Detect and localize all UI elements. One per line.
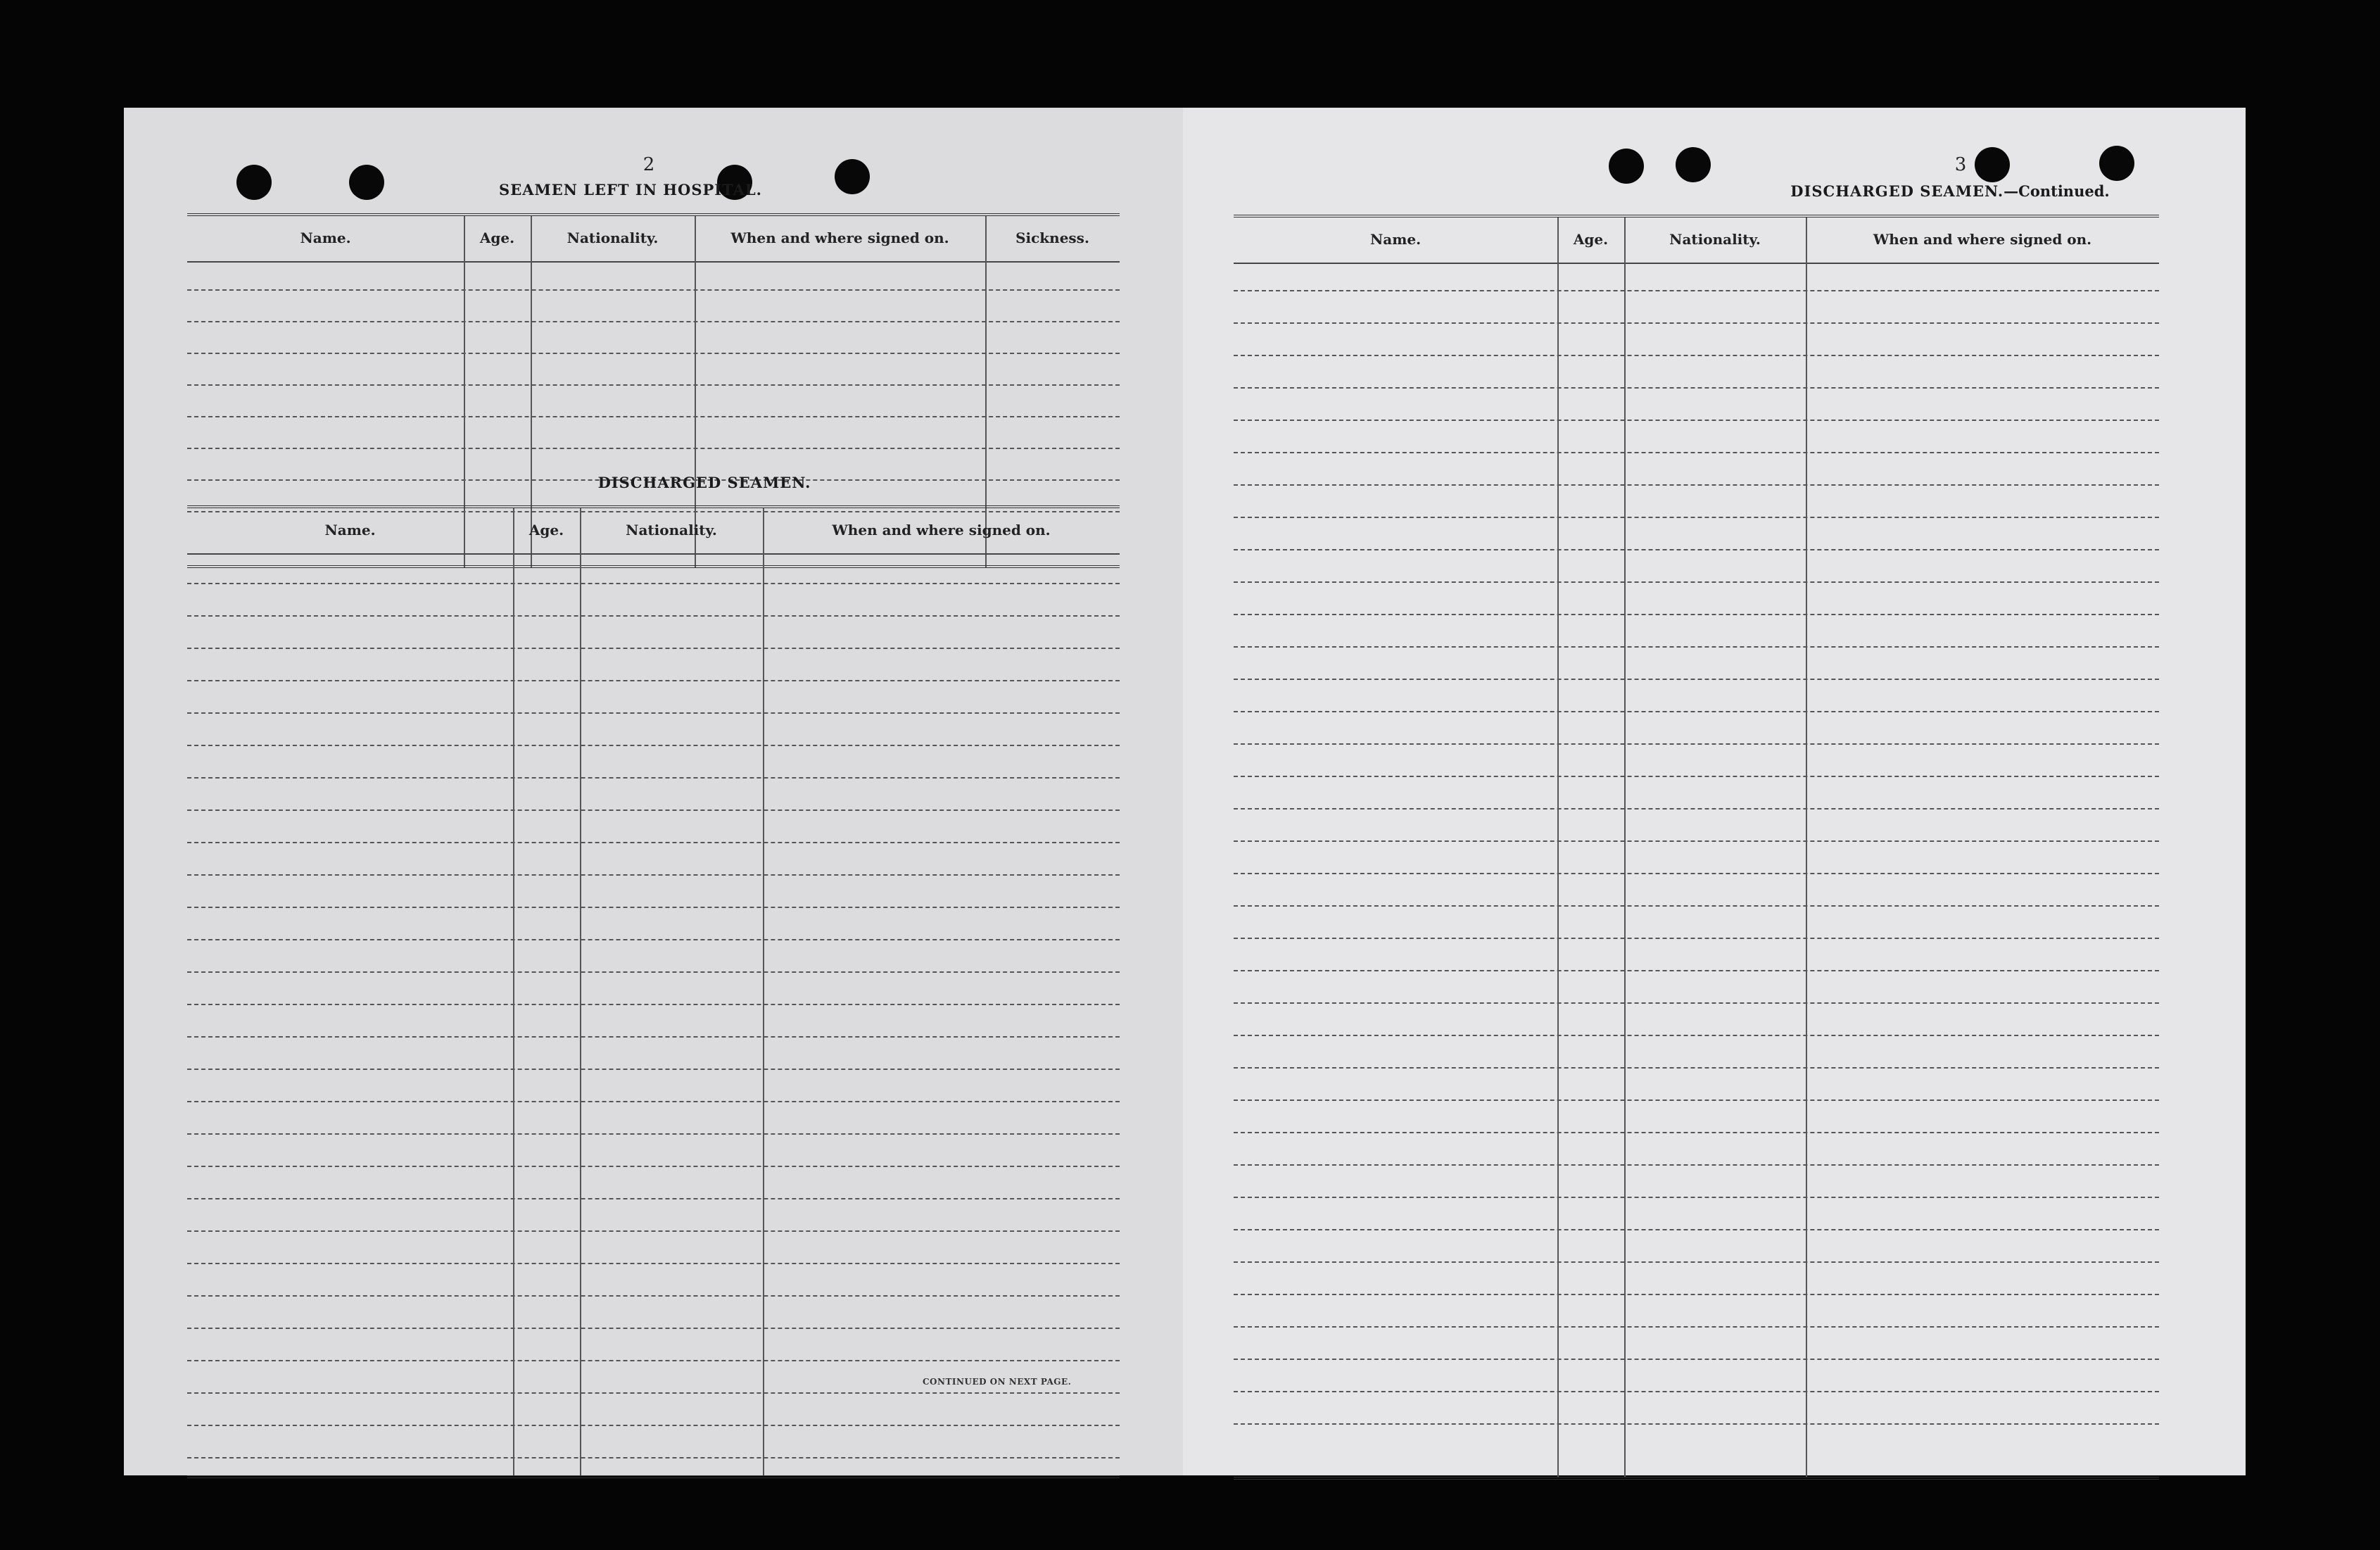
page-number: 2 — [643, 154, 655, 175]
discharged-table — [187, 505, 1120, 1480]
table-row — [1234, 1197, 2159, 1198]
left-page — [124, 108, 1183, 1475]
continued-label: —Continued. — [2004, 182, 2110, 200]
table-bottom-rule — [187, 1475, 1120, 1478]
table-row — [1234, 646, 2159, 648]
table-row — [1234, 679, 2159, 680]
column-header-signed-on: When and where signed on. — [1873, 231, 2092, 248]
table-row — [1234, 1002, 2159, 1004]
column-header-signed-on: When and where signed on. — [832, 522, 1051, 538]
table-row — [1234, 614, 2159, 615]
header-rule — [187, 553, 1120, 555]
table-row — [1234, 290, 2159, 291]
table-row — [187, 1004, 1120, 1005]
column-divider — [1624, 218, 1626, 1477]
table-row — [1234, 1067, 2159, 1069]
table-row — [187, 907, 1120, 908]
table-row — [1234, 1423, 2159, 1425]
discharged-section-title: DISCHARGED SEAMEN. — [597, 474, 811, 491]
column-header-nationality: Nationality. — [626, 522, 717, 538]
table-row — [1234, 1294, 2159, 1295]
table-row — [187, 384, 1120, 386]
table-row — [187, 353, 1120, 354]
discharged-continued-title: DISCHARGED SEAMEN.—Continued. — [1790, 182, 2110, 200]
table-row — [187, 939, 1120, 940]
document-sheet — [124, 108, 2246, 1475]
table-row — [187, 745, 1120, 746]
table-row — [187, 648, 1120, 649]
punch-hole — [2099, 146, 2134, 181]
table-row — [1234, 1229, 2159, 1230]
table-row — [187, 289, 1120, 291]
table-row — [1234, 905, 2159, 907]
column-divider — [1557, 218, 1559, 1477]
table-row — [187, 1263, 1120, 1264]
column-header-signed-on: When and where signed on. — [730, 229, 949, 246]
column-header-age: Age. — [528, 522, 564, 538]
table-row — [187, 1425, 1120, 1426]
punch-hole — [1609, 149, 1644, 184]
header-rule — [187, 261, 1120, 263]
column-header-age: Age. — [1573, 231, 1609, 248]
column-divider — [1806, 218, 1807, 1477]
table-row — [187, 874, 1120, 876]
table-row — [1234, 711, 2159, 712]
table-row — [1234, 420, 2159, 421]
table-row — [1234, 452, 2159, 453]
column-divider — [513, 508, 514, 1476]
table-row — [1234, 387, 2159, 389]
punch-hole — [236, 165, 272, 200]
table-row — [1234, 1391, 2159, 1392]
column-divider — [763, 508, 764, 1476]
table-row — [187, 1101, 1120, 1102]
table-row — [1234, 743, 2159, 745]
table-row — [1234, 1326, 2159, 1328]
table-row — [187, 1133, 1120, 1135]
punch-hole — [1676, 147, 1711, 182]
table-row — [187, 1036, 1120, 1038]
table-row — [1234, 840, 2159, 842]
table-row — [1234, 581, 2159, 583]
table-row — [1234, 517, 2159, 518]
column-header-name: Name. — [300, 229, 351, 246]
table-row — [187, 842, 1120, 843]
column-header-age: Age. — [479, 229, 515, 246]
table-row — [187, 416, 1120, 417]
table-bottom-rule — [1234, 1477, 2159, 1480]
punch-hole — [349, 165, 384, 200]
table-row — [1234, 1035, 2159, 1036]
discharged-continued-table — [1234, 215, 2159, 1481]
column-header-nationality: Nationality. — [1669, 231, 1761, 248]
table-row — [1234, 1132, 2159, 1133]
table-row — [1234, 1261, 2159, 1263]
table-row — [187, 615, 1120, 617]
table-row — [187, 680, 1120, 681]
table-row — [187, 321, 1120, 322]
table-row — [187, 583, 1120, 584]
table-row — [1234, 1359, 2159, 1360]
table-row — [187, 1230, 1120, 1232]
table-row — [187, 1392, 1120, 1394]
column-header-name: Name. — [1369, 231, 1422, 248]
table-row — [1234, 970, 2159, 971]
column-header-name: Name. — [324, 522, 376, 538]
table-row — [1234, 355, 2159, 356]
table-row — [1234, 808, 2159, 809]
table-row — [187, 712, 1120, 714]
table-row — [1234, 1164, 2159, 1166]
column-header-nationality: Nationality. — [566, 229, 659, 246]
hospital-section-title: SEAMEN LEFT IN HOSPITAL. — [499, 181, 762, 199]
table-row — [1234, 776, 2159, 777]
table-row — [187, 1295, 1120, 1297]
table-row — [187, 809, 1120, 811]
table-row — [1234, 938, 2159, 939]
table-row — [187, 1457, 1120, 1458]
table-row — [1234, 1100, 2159, 1101]
table-row — [187, 1328, 1120, 1329]
table-row — [187, 777, 1120, 779]
table-row — [187, 1069, 1120, 1070]
table-row — [1234, 873, 2159, 874]
table-row — [1234, 549, 2159, 550]
table-row — [187, 1198, 1120, 1199]
table-row — [187, 448, 1120, 449]
column-divider — [580, 508, 581, 1476]
table-row — [187, 971, 1120, 973]
table-row — [1234, 322, 2159, 324]
column-header-sickness: Sickness. — [1015, 229, 1089, 246]
table-row — [187, 1360, 1120, 1361]
punch-hole — [1975, 147, 2010, 182]
table-row — [1234, 484, 2159, 486]
right-page — [1183, 108, 2246, 1475]
continued-footnote: CONTINUED ON NEXT PAGE. — [923, 1377, 1072, 1387]
page-number: 3 — [1954, 154, 1967, 175]
table-row — [187, 1166, 1120, 1167]
header-rule — [1234, 263, 2159, 264]
